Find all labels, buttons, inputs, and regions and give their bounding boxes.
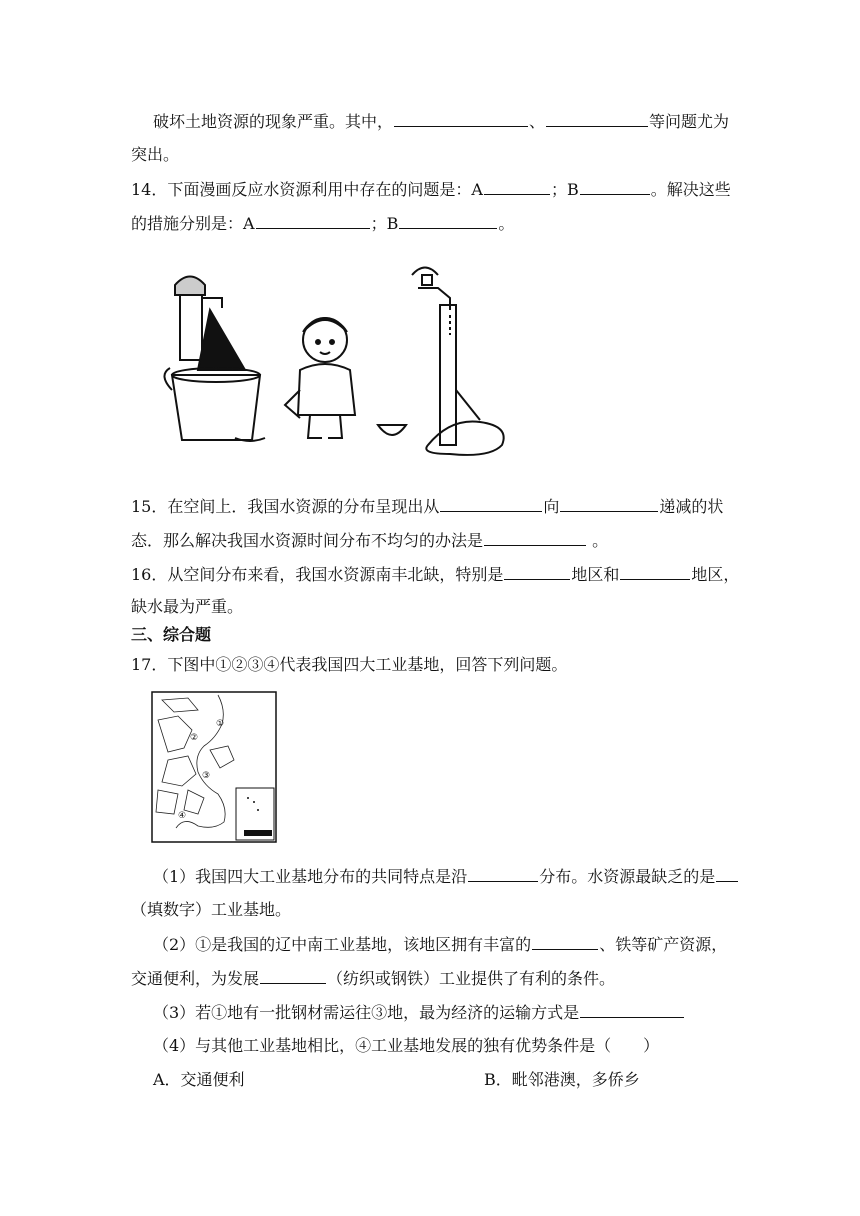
q17-p1-blank-2[interactable] [716,865,738,882]
q16-text-c: 地区， [691,565,740,584]
section-heading: 三、综合题 [131,625,212,644]
q17-intro [131,654,567,676]
q17-p1-text-a: （1）我国四大工业基地分布的共同特点是沿 [153,867,468,886]
q13-line1 [153,110,729,133]
q17-p4-line [153,1035,659,1057]
q17-p2-blank-1[interactable] [532,933,598,950]
q17-intro-text: 下图中①②③④代表我国四大工业基地，回答下列问题。 [167,655,568,674]
q16-text-d: 缺水最为严重。 [131,597,244,616]
china-east-map [148,690,278,846]
q16-text-b: 地区和 [571,565,620,584]
q17-p3-text: （3）若①地有一批钢材需运往③地，最为经济的运输方式是 [153,1003,580,1022]
q17-p2-text-c: 交通便利，为发展 [131,969,260,988]
water-waste-cartoon [150,240,520,470]
boy-body [298,364,355,415]
q17-p2-blank-2[interactable] [260,967,326,984]
q17-p1-line1 [153,865,739,888]
q14-text-a: 下面漫画反应水资源利用中存在的问题是：A [167,180,483,199]
q17-p2-text-d: （纺织或钢铁）工业提供了有利的条件。 [327,969,616,988]
q15-text-e: 。 [587,531,609,550]
q13-blank-1[interactable] [394,110,528,127]
q15-text-d: 态．那么解决我国水资源时间分布不均匀的办法是 [131,531,484,550]
q17-p2-text-b: 、铁等矿产资源， [599,935,728,954]
q17-p3-line [153,1001,685,1024]
q14-blank-1[interactable] [484,178,550,195]
q13-text-c: 突出。 [131,145,180,164]
option-a[interactable]: A．交通便利 [153,1070,245,1089]
q17-p2-line1 [153,933,727,956]
q15-number: 15． [131,497,168,516]
q15-blank-1[interactable] [440,495,542,512]
q16-number: 16． [131,565,168,584]
bowl [378,425,406,435]
map-label-4: ④ [178,811,187,821]
q15-blank-3[interactable] [484,529,586,546]
right-tap [418,288,450,310]
q15-text-c: 递减的状 [659,497,724,516]
option-b[interactable]: B．毗邻港澳，多侨乡 [484,1070,640,1089]
q17-p1-text-c: （填数字）工业基地。 [131,900,292,919]
q16-line2 [131,596,243,618]
q14-text-b: ；B [550,180,579,199]
q14-blank-3[interactable] [256,212,370,229]
q14-line2 [131,212,514,235]
map-label-1: ① [216,719,225,729]
q13-sep: 、 [529,112,546,131]
q13-text-b: 等问题尤为 [649,112,730,131]
q16-line1 [131,563,739,586]
q15-blank-2[interactable] [560,495,658,512]
q15-line2 [131,529,608,552]
q17-p2-text-a: （2）①是我国的辽中南工业基地，该地区拥有丰富的 [153,935,532,954]
overflowing-bucket [172,375,260,440]
q13-blank-2[interactable] [546,110,648,127]
q17-p4-text: （4）与其他工业基地相比，④工业基地发展的独有优势条件是（ ） [153,1036,660,1055]
q14-number: 14． [131,180,168,199]
q14-text-f: 。 [498,214,515,233]
q13-text-a: 破坏土地资源的现象严重。其中， [153,112,394,131]
q16-blank-2[interactable] [620,563,690,580]
q15-text-a: 在空间上．我国水资源的分布呈现出从 [167,497,440,516]
q17-p1-blank-1[interactable] [468,865,538,882]
q14-blank-2[interactable] [580,178,650,195]
q14-text-c: 。解决这些 [650,180,731,199]
q15-line1 [131,495,723,518]
q15-text-b: 向 [543,497,560,516]
q14-text-d: 的措施分别是：A [131,214,255,233]
water-puddle [426,421,503,454]
map-label-3: ③ [202,771,211,781]
q14-text-e: ；B [370,214,399,233]
q17-number: 17． [131,655,168,674]
q14-blank-4[interactable] [399,212,497,229]
map-label-2: ② [190,733,199,743]
q17-p1-text-b: 分布。水资源最缺乏的是 [539,867,716,886]
q16-text-a: 从空间分布来看，我国水资源南丰北缺，特别是 [167,565,504,584]
q13-line2 [131,144,179,166]
q17-p3-blank[interactable] [580,1001,684,1018]
left-tap-pipe [180,290,202,360]
q17-p1-line2 [131,899,291,921]
q14-line1 [131,178,731,201]
q16-blank-1[interactable] [504,563,570,580]
q17-p2-line2 [131,967,615,990]
